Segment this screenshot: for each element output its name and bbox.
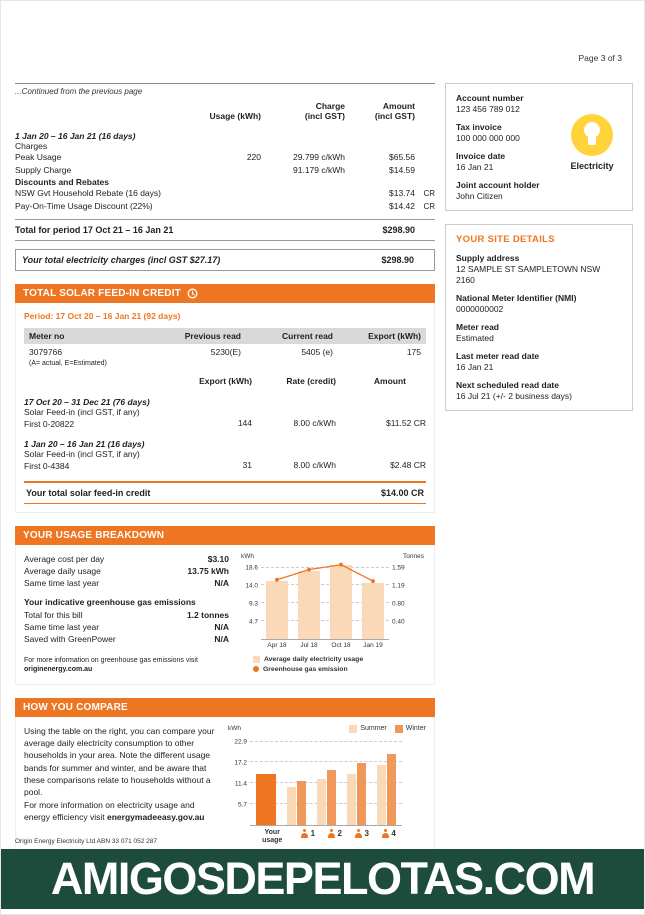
invoice-date-value: 16 Jan 21 <box>456 162 494 172</box>
invoice-date-label: Invoice date <box>456 151 506 161</box>
winter-bar <box>297 781 306 825</box>
compare-chart-x-labels: Your usage 1 2 3 4 <box>262 828 396 844</box>
household-bars <box>287 781 306 825</box>
solar-period: Period: 17 Oct 20 – 16 Jan 21 (92 days) <box>24 311 181 322</box>
nmi-value: 0000000002 <box>456 304 504 314</box>
compare-chart-y-axis-label: kWh <box>228 725 241 733</box>
next-read-value: 16 Jul 21 (+/- 2 business days) <box>456 391 572 401</box>
discounts-heading: Discounts and Rebates <box>15 176 109 187</box>
person-icon <box>328 829 336 838</box>
usage-breakdown-section <box>15 526 435 684</box>
usage-section-header <box>15 526 435 545</box>
table-row: Supply Charge 91.179 c/kWh $14.59 <box>15 164 415 175</box>
household-bars <box>347 763 366 825</box>
supply-address-line1: 12 SAMPLE ST SAMPLETOWN NSW <box>456 264 601 274</box>
account-number-label: Account number <box>456 93 524 103</box>
stat-row: Average daily usage 13.75 kWh <box>24 566 229 577</box>
summer-bar <box>317 779 326 824</box>
joint-holder-value: John Citizen <box>456 191 503 201</box>
meter-read-label: Meter read <box>456 322 499 332</box>
stat-row: Saved with GreenPower N/A <box>24 634 229 645</box>
meter-table-row: 3079766 5230(E) 5405 (e) 175 <box>29 347 421 358</box>
winter-bar <box>327 770 336 824</box>
usage-section-body <box>15 545 435 684</box>
account-number-value: 123 456 789 012 <box>456 104 520 114</box>
usage-section-title: YOUR USAGE BREAKDOWN <box>23 530 165 542</box>
usage-chart-plot <box>261 562 389 640</box>
usage-chart-left-ticks: 18.6 14.0 9.3 4.7 <box>245 564 258 626</box>
person-icon <box>354 829 362 838</box>
charges-label: Charges <box>15 140 48 151</box>
stat-row: Same time last year N/A <box>24 578 229 589</box>
compare-section-header <box>15 698 435 717</box>
next-read-label: Next scheduled read date <box>456 380 559 390</box>
sidebar-column <box>445 83 633 424</box>
tax-invoice-value: 100 000 000 000 <box>456 133 520 143</box>
how-you-compare-section <box>15 698 435 854</box>
summer-bar <box>347 774 356 825</box>
supply-address-line2: 2160 <box>456 275 475 285</box>
table-row: Pay-On-Time Usage Discount (22%) $14.42 CR <box>15 200 435 213</box>
watermark-banner: AMIGOSDEPELOTAS.COM <box>1 849 644 909</box>
ghg-heading: Your indicative greenhouse gas emissions <box>24 597 196 608</box>
your-usage-bar <box>256 774 276 824</box>
stat-row: Average cost per day $3.10 <box>24 554 229 565</box>
solar-feed-in-section <box>15 284 435 513</box>
household-bars <box>317 770 336 824</box>
stat-row: Total for this bill 1.2 tonnes <box>24 610 229 621</box>
usage-chart-right-axis-label: Tonnes <box>403 553 424 561</box>
last-read-label: Last meter read date <box>456 351 540 361</box>
site-details-title: YOUR SITE DETAILS <box>456 234 555 245</box>
electricity-usage-legend-swatch <box>253 656 260 663</box>
compare-section-body <box>15 717 435 854</box>
supply-address-label: Supply address <box>456 253 520 263</box>
column-header-charge: Charge (incl GST) <box>304 101 345 121</box>
electricity-label: Electricity <box>570 161 614 171</box>
main-column <box>15 83 435 854</box>
page-number: Page 3 of 3 <box>578 53 622 63</box>
solar-section-body <box>15 303 435 513</box>
compare-chart-ticks: 22.9 17.2 11.4 5.7 <box>234 738 247 809</box>
lightbulb-icon <box>571 114 613 156</box>
solar-section-title: TOTAL SOLAR FEED-IN CREDIT <box>23 288 181 300</box>
table-row: Solar Feed-in (incl GST, if any) First 0-4384 31 8.00 c/kWh $2.48 CR <box>24 449 426 471</box>
column-header-amount: Amount (incl GST) <box>374 101 415 121</box>
solar-group-heading: 17 Oct 20 – 31 Dec 21 (76 days) <box>24 397 150 408</box>
compare-chart-plot <box>250 738 402 826</box>
electricity-badge <box>560 114 624 171</box>
ghg-emission-legend-marker <box>253 666 259 672</box>
total-electricity-charges-box: Your total electricity charges (incl GST $27.17) $298.90 <box>15 249 435 271</box>
solar-table-header: Export (kWh) Rate (credit) Amount <box>199 376 406 387</box>
usage-stats <box>24 551 229 675</box>
usage-chart-x-labels: Apr 18 Jul 18 Oct 18 Jan 19 <box>267 642 383 650</box>
site-details-box <box>445 224 633 411</box>
column-header-usage: Usage (kWh) <box>209 110 261 121</box>
period-heading: 1 Jan 20 – 16 Jan 21 (16 days) <box>15 130 136 141</box>
meter-read-value: Estimated <box>456 333 494 343</box>
meter-note: (A= actual, E=Estimated) <box>29 360 107 368</box>
continued-note: ...Continued from the previous page <box>15 87 143 96</box>
credit-indicator: CR <box>423 201 435 211</box>
origin-energy-link[interactable]: originenergy.com.au <box>24 666 93 674</box>
account-details-box <box>445 83 633 211</box>
stat-row: Same time last year N/A <box>24 622 229 633</box>
continued-charges-section <box>15 83 435 271</box>
compare-chart <box>228 723 426 845</box>
usage-chart <box>239 551 426 675</box>
last-read-value: 16 Jan 21 <box>456 362 494 372</box>
meter-table-header: Meter no Previous read Current read Export (kWh) <box>24 328 426 344</box>
ghg-info-note: For more information on greenhouse gas emissions visit originenergy.com.au <box>24 657 198 674</box>
tax-invoice-label: Tax invoice <box>456 122 502 132</box>
energymadeeasy-link[interactable]: energymadeeasy.gov.au <box>107 811 205 822</box>
compare-chart-legend: Summer Winter <box>349 725 426 733</box>
household-bars <box>377 754 396 825</box>
solar-total-row: Your total solar feed-in credit $14.00 CR <box>24 481 426 504</box>
period-total-row: Total for period 17 Oct 21 – 16 Jan 21 $298.90 <box>15 219 435 241</box>
summer-bar <box>377 765 386 824</box>
summer-bar <box>287 787 296 825</box>
table-row: Solar Feed-in (incl GST, if any) First 0-20822 144 8.00 c/kWh $11.52 CR <box>24 407 426 429</box>
table-row: Peak Usage 220 29.799 c/kWh $65.56 <box>15 151 415 162</box>
nmi-label: National Meter Identifier (NMI) <box>456 293 577 303</box>
usage-chart-legend: Average daily electricity usage Greenhouse gas emission <box>253 656 426 673</box>
company-abn-footer: Origin Energy Electricity Ltd ABN 33 071 052 287 <box>15 838 157 845</box>
ghg-emission-line <box>261 561 389 639</box>
summer-legend-swatch <box>349 725 357 733</box>
table-row: NSW Gvt Household Rebate (16 days) $13.74 CR <box>15 187 435 200</box>
person-icon <box>381 829 389 838</box>
clock-icon <box>187 288 198 299</box>
winter-bar <box>357 763 366 825</box>
usage-chart-left-axis-label: kWh <box>241 553 254 561</box>
compare-description: Using the table on the right, you can compare your average daily electricity consumption to other households in your area. Note the different usage bands for summer and winter, and be aware that these comparisons relate to households without a pool. For more information on electricity usage and energy efficiency visit energymadeeasy.gov.au <box>24 725 215 822</box>
usage-chart-right-ticks: 1.59 1.19 0.80 0.40 <box>392 564 405 626</box>
person-icon <box>301 829 309 838</box>
credit-indicator: CR <box>423 188 435 198</box>
winter-legend-swatch <box>395 725 403 733</box>
joint-holder-label: Joint account holder <box>456 180 540 190</box>
solar-section-header <box>15 284 435 303</box>
compare-section-title: HOW YOU COMPARE <box>23 701 128 713</box>
winter-bar <box>387 754 396 825</box>
charges-table-header <box>15 102 435 122</box>
solar-group-heading: 1 Jan 20 – 16 Jan 21 (16 days) <box>24 439 145 450</box>
